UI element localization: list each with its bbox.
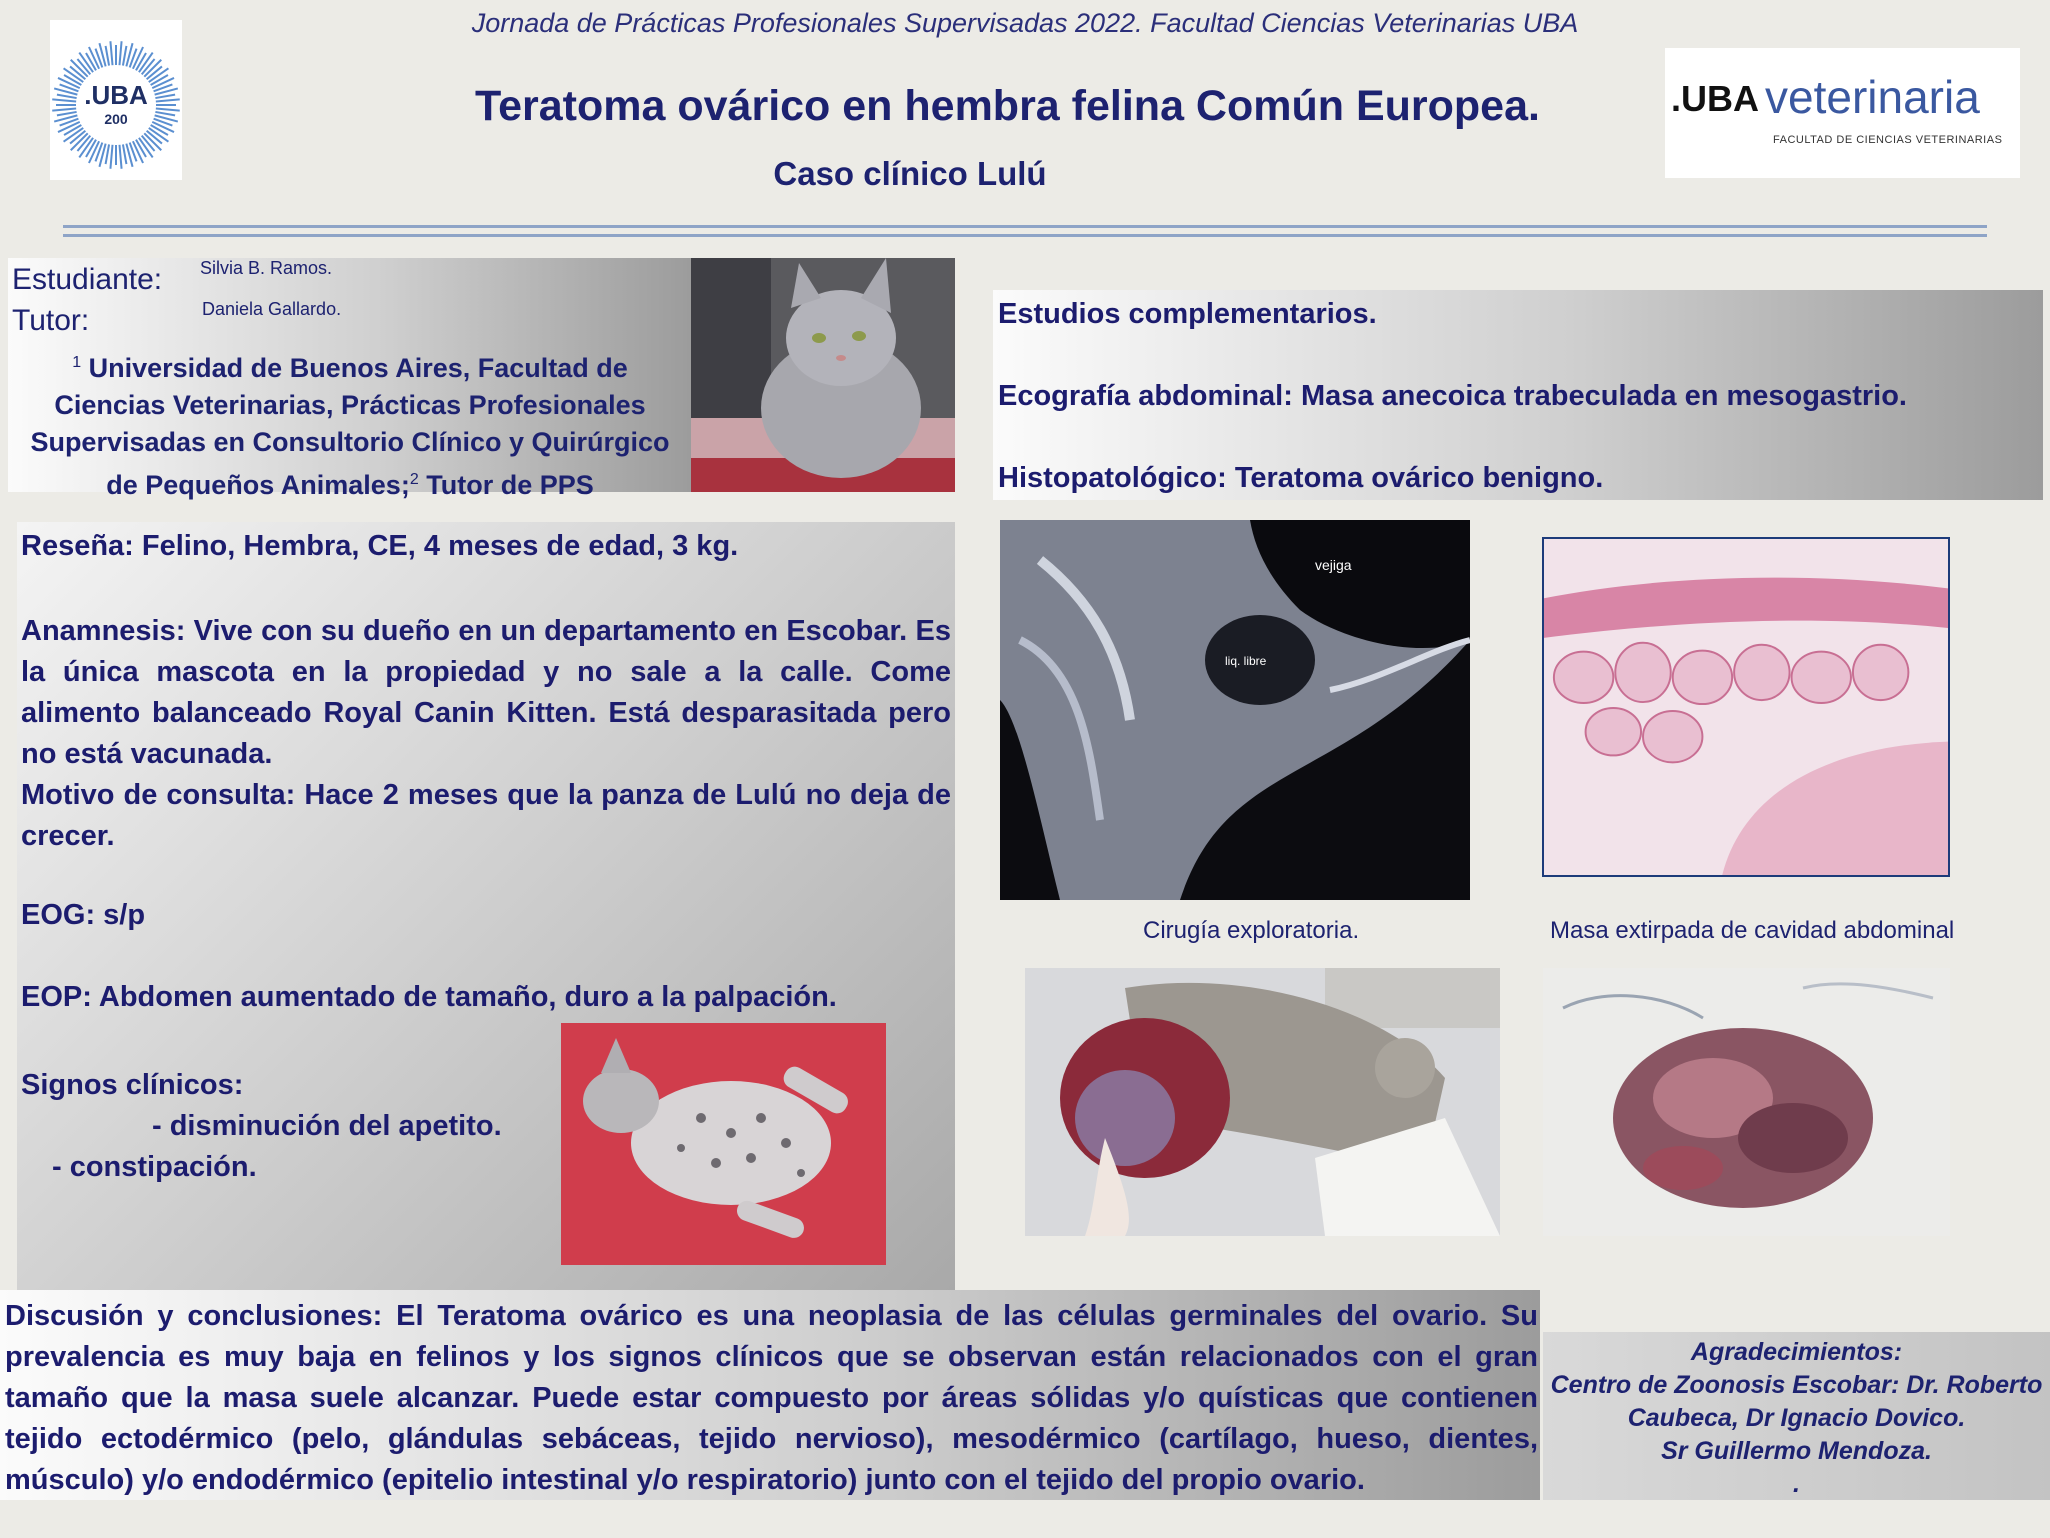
- discussion-text: Discusión y conclusiones: El Teratoma ovárico es una neoplasia de las células germinales del ovario. Su prevalencia es muy baja en felinos y los signos clínicos que se observan están relacionados con el gran tamaño que la masa suele alcanzar. Puede estar compuesto por áreas sólidas y/o quísticas que contienen tejido ectodérmico (pelo, glándulas sebáceas, tejido nervioso), mesodérmico (cartílago, hueso, dientes, músculo) y/o endodérmico (epitelio intestinal y/o respiratorio) junto con el tejido del propio ovario.: [5, 1300, 1538, 1496]
- resena-text: Reseña: Felino, Hembra, CE, 4 meses de edad, 3 kg.: [21, 530, 739, 562]
- caption-masa: Masa extirpada de cavidad abdominal: [1550, 917, 1955, 944]
- ultrasound-image: [1000, 520, 1470, 900]
- kitten-abdomen-photo: [561, 1023, 886, 1265]
- surgery-photo: [1025, 968, 1500, 1236]
- motivo-text: Motivo de consulta: Hace 2 meses que la panza de Lulú no deja de crecer.: [21, 779, 951, 852]
- extracted-mass-photo: [1543, 968, 1950, 1236]
- uba-logo-number: 200: [104, 111, 128, 127]
- student-label: Estudiante:: [12, 263, 163, 296]
- conference-title: Jornada de Prácticas Profesionales Supervisadas 2022. Facultad Ciencias Veterinarias UBA: [471, 8, 1579, 38]
- histopatologico-text: Histopatológico: Teratoma ovárico benigno.: [998, 462, 1604, 494]
- poster-subtitle: Caso clínico Lulú: [773, 155, 1047, 192]
- vet-logo-word: veterinaria: [1765, 71, 1980, 123]
- tutor-label: Tutor:: [12, 304, 90, 337]
- eop-text: EOP: Abdomen aumentado de tamaño, duro a la palpación.: [21, 981, 837, 1013]
- header-divider: [63, 234, 1987, 237]
- vet-logo-main: .UBA: [1671, 78, 1759, 119]
- poster-title: Teratoma ovárico en hembra felina Común Europea.: [475, 82, 1540, 130]
- ack-line: Sr Guillermo Mendoza.: [1661, 1437, 1932, 1465]
- anamnesis-text: Anamnesis: Vive con su dueño en un departamento en Escobar. Es la única mascota en la propiedad y no sale a la calle. Come alimento balanceado Royal Canin Kitten. Está desparasitada pero no está vacunada.: [21, 615, 951, 770]
- ack-title: Agradecimientos:: [1690, 1338, 1903, 1366]
- cat-portrait-photo: [691, 258, 955, 492]
- header-divider: [63, 225, 1987, 228]
- signo-item: - disminución del apetito.: [152, 1110, 502, 1142]
- ack-line: Caubeca, Dr Ignacio Dovico.: [1627, 1404, 1966, 1432]
- acknowledgements-text: [1543, 1336, 2050, 1501]
- uba-veterinaria-logo: [1665, 48, 2020, 178]
- ack-line: .: [1793, 1470, 1800, 1498]
- vet-logo-sub: FACULTAD DE CIENCIAS VETERINARIAS: [1773, 134, 2003, 146]
- affiliation-text: $^1$ Universidad de Buenos Aires, Facultad de Ciencias Veterinarias, Prácticas Profesionales Supervisadas en Consultorio Clínico y Quirúrgico de Pequeños Animales;$^2$ Tutor de PPS: [30, 353, 670, 500]
- signo-item: - constipación.: [52, 1151, 257, 1183]
- tutor-name: Daniela Gallardo.: [202, 299, 342, 319]
- us-label-fluid: liq. libre: [1225, 654, 1267, 668]
- ack-line: Centro de Zoonosis Escobar: Dr. Roberto: [1550, 1371, 2043, 1399]
- studies-title: Estudios complementarios.: [998, 298, 1377, 330]
- uba-200-logo: [50, 20, 182, 180]
- student-name: Silvia B. Ramos.: [200, 258, 333, 278]
- uba-logo-text: .UBA: [84, 80, 148, 110]
- ecografia-text: Ecografía abdominal: Masa anecoica trabeculada en mesogastrio.: [998, 380, 1907, 412]
- caption-cirugia: Cirugía exploratoria.: [1143, 917, 1360, 944]
- histology-image: [1542, 537, 1950, 877]
- signos-title: Signos clínicos:: [21, 1069, 244, 1101]
- uba-sunburst-icon: [50, 20, 182, 180]
- eog-text: EOG: s/p: [21, 899, 146, 931]
- us-label-bladder: vejiga: [1315, 557, 1352, 573]
